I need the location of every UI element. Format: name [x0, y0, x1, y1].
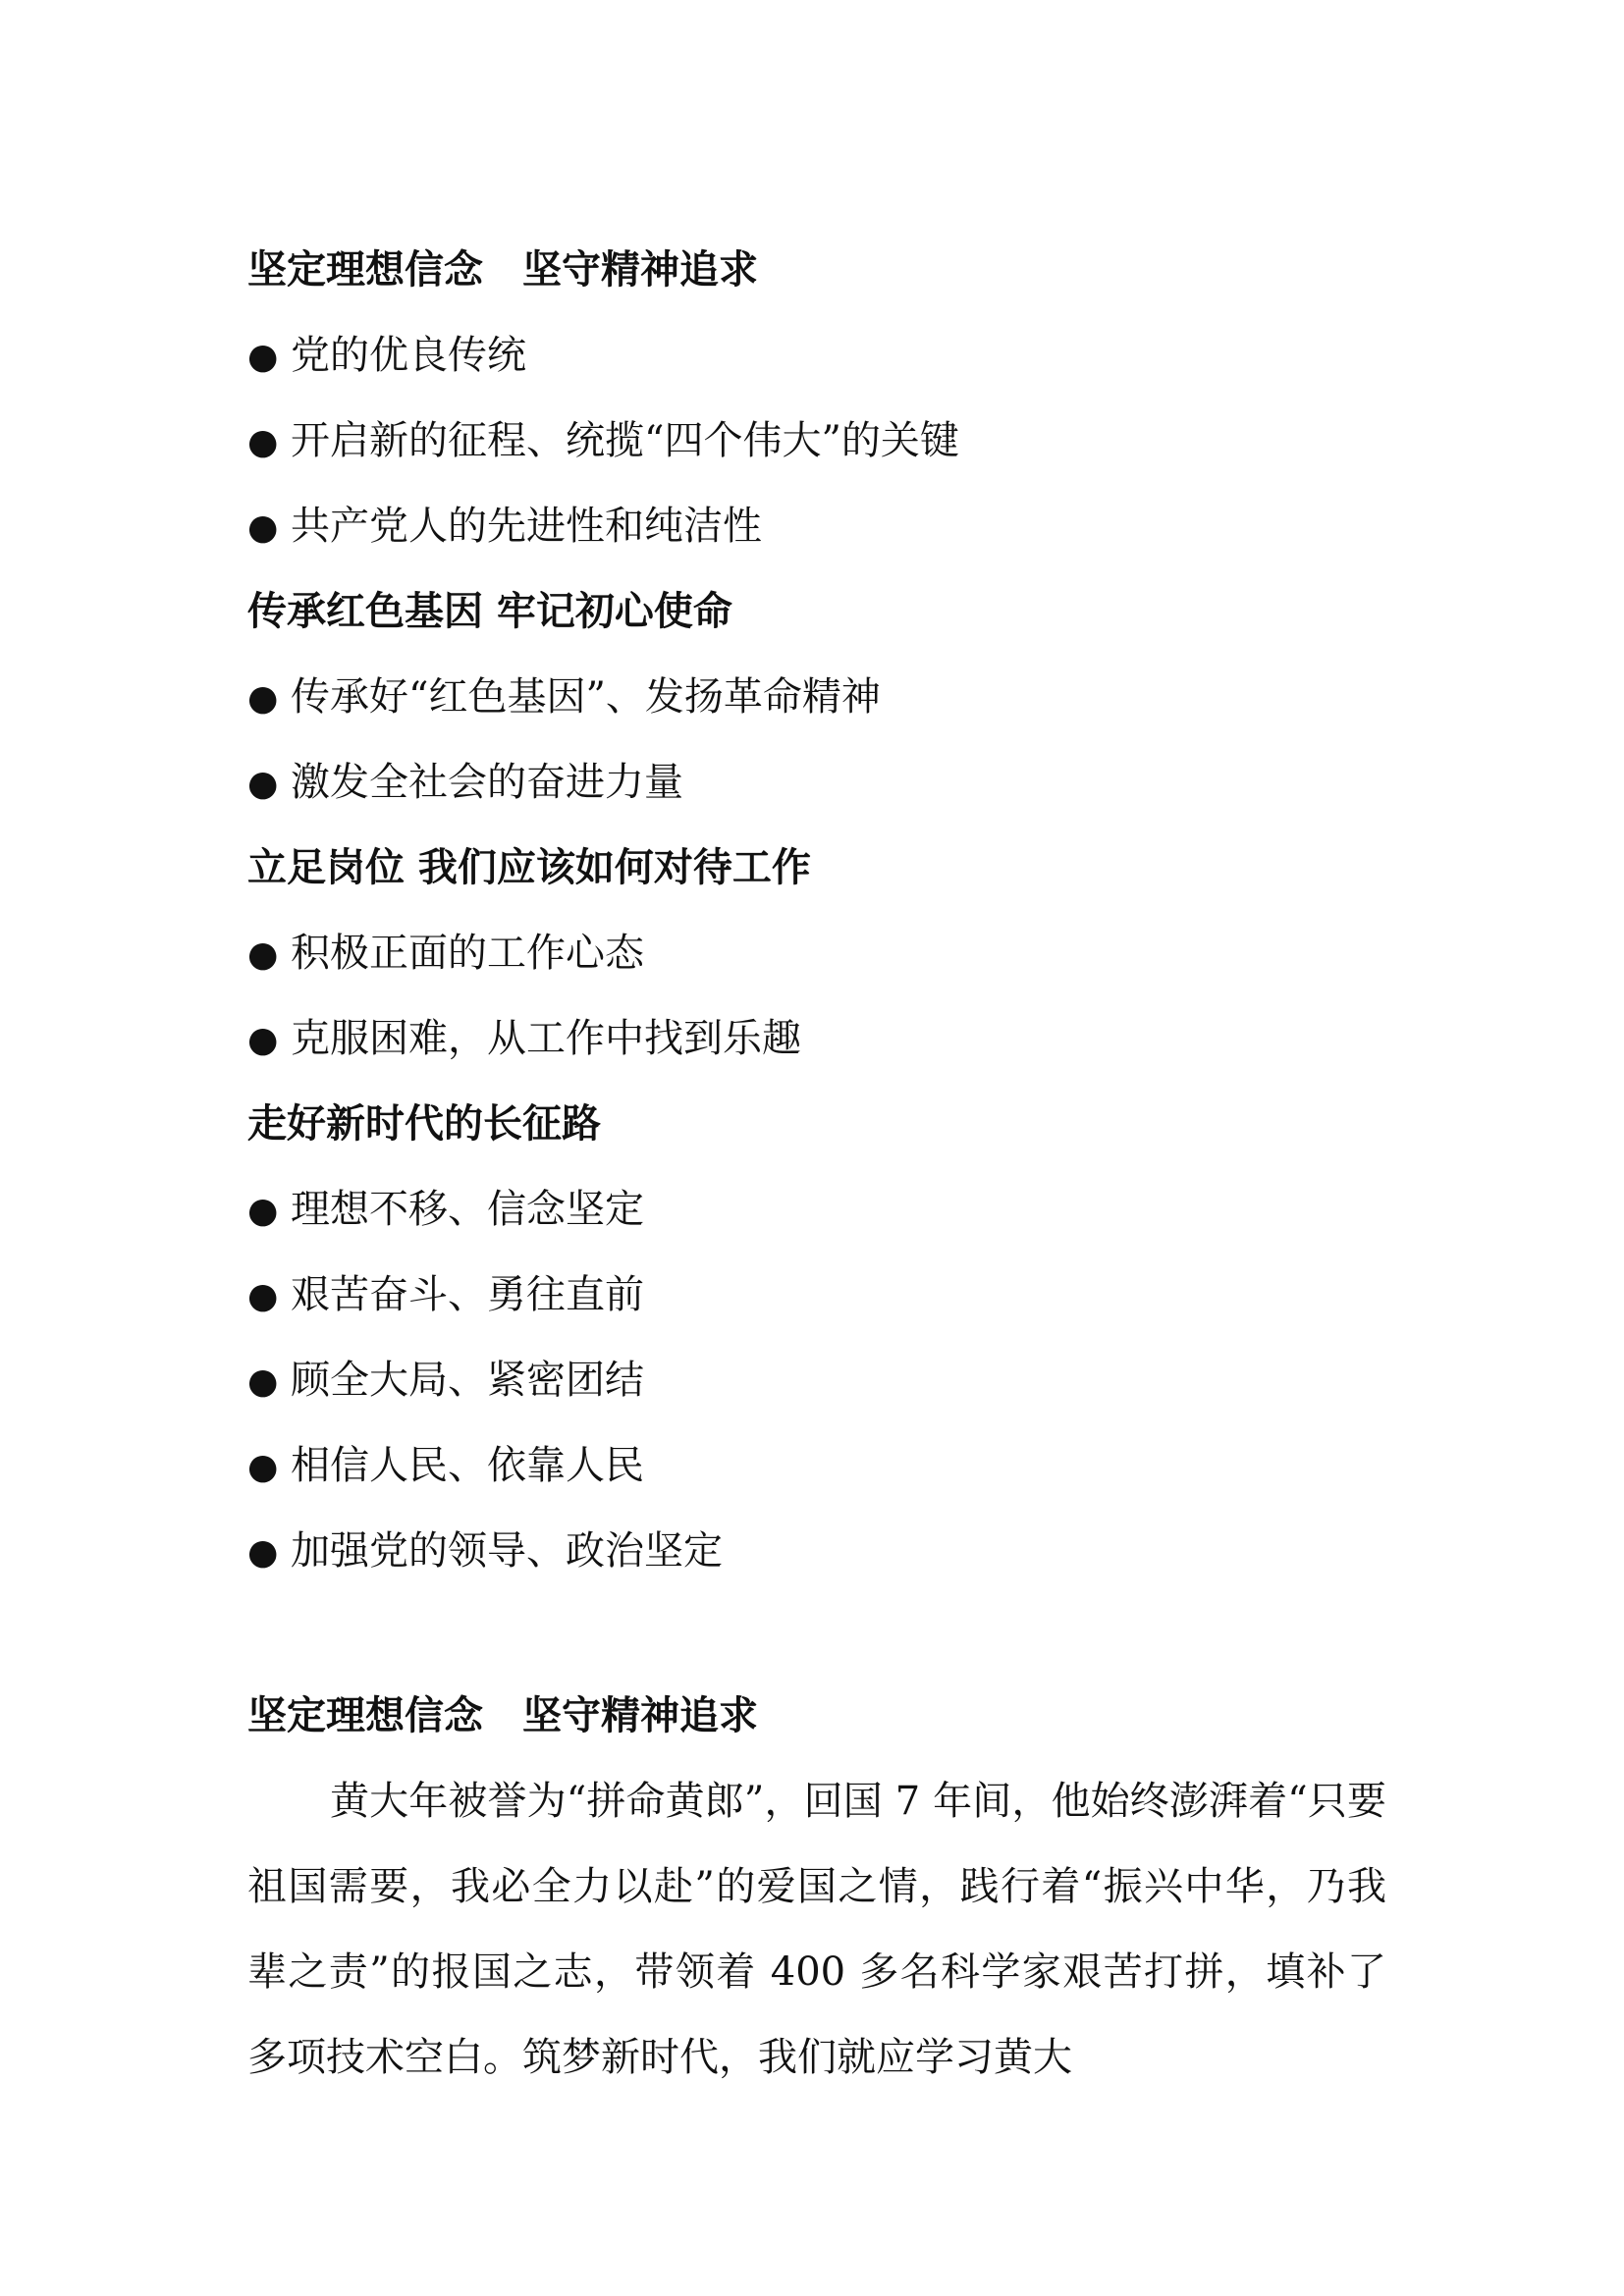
list-item-text: 积极正面的工作心态 — [291, 931, 644, 976]
list-item — [247, 484, 1386, 569]
article-section — [247, 1674, 1386, 2101]
list-item — [247, 399, 1386, 484]
list-item — [247, 1338, 1386, 1423]
bullet-icon: ● — [247, 1362, 279, 1402]
list-item-text: 开启新的征程、统揽“四个伟大”的关键 — [291, 418, 959, 463]
outline-list — [247, 228, 1386, 1594]
list-item — [247, 740, 1386, 826]
section-heading: 传承红色基因 牢记初心使命 — [247, 589, 732, 634]
article-paragraph: 黄大年被誉为“拼命黄郎”，回国 7 年间，他始终澎湃着“只要祖国需要，我必全力以赴”的爱国之情，践行着“振兴中华，乃我辈之责”的报国之志，带领着 400 多名科学家艰苦打拼，填补了多项技术空白。筑梦新时代，我们就应学习黄大 — [247, 1779, 1386, 2080]
list-item — [247, 1509, 1386, 1594]
list-item — [247, 1253, 1386, 1338]
list-item — [247, 996, 1386, 1082]
section-heading: 走好新时代的长征路 — [247, 1101, 601, 1147]
list-item-text: 共产党人的先进性和纯洁性 — [291, 504, 762, 549]
list-item-text: 相信人民、依靠人民 — [291, 1443, 644, 1488]
list-item-text: 克服困难，从工作中找到乐趣 — [291, 1016, 801, 1061]
bullet-icon: ● — [247, 934, 279, 975]
bullet-icon: ● — [247, 764, 279, 804]
bullet-icon: ● — [247, 1020, 279, 1060]
bullet-icon: ● — [247, 1191, 279, 1231]
list-item-text: 激发全社会的奋进力量 — [291, 760, 683, 805]
bullet-icon: ● — [247, 1447, 279, 1487]
list-item-text: 艰苦奋斗、勇往直前 — [291, 1272, 644, 1317]
list-item-text: 理想不移、信念坚定 — [291, 1187, 644, 1232]
bullet-icon: ● — [247, 422, 279, 462]
bullet-icon: ● — [247, 678, 279, 719]
list-item — [247, 1167, 1386, 1253]
list-item-text: 党的优良传统 — [291, 333, 526, 378]
list-item-text: 加强党的领导、政治坚定 — [291, 1528, 723, 1574]
list-item — [247, 1423, 1386, 1509]
list-item — [247, 655, 1386, 740]
list-item — [247, 911, 1386, 996]
list-item-text: 顾全大局、紧密团结 — [291, 1358, 644, 1403]
bullet-icon: ● — [247, 1276, 279, 1316]
article-heading: 坚定理想信念 坚守精神追求 — [247, 1693, 758, 1738]
section-heading: 坚定理想信念 坚守精神追求 — [247, 247, 758, 293]
list-item — [247, 313, 1386, 399]
bullet-icon: ● — [247, 507, 279, 548]
bullet-icon: ● — [247, 1532, 279, 1573]
list-item-text: 传承好“红色基因”、发扬革命精神 — [291, 674, 881, 720]
bullet-icon: ● — [247, 337, 279, 377]
section-heading: 立足岗位 我们应该如何对待工作 — [247, 845, 811, 890]
